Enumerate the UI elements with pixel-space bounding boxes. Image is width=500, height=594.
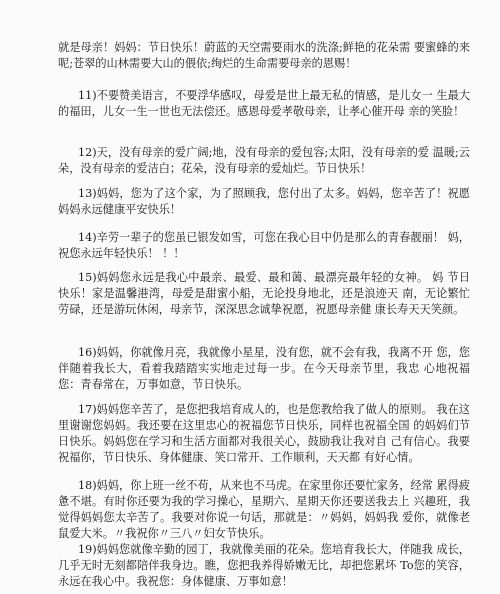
paragraph-text: 就是母亲！妈妈：节日快乐！蔚蓝的天空需要雨水的洗涤;鲜艳的花朵需 要蜜蜂的来呢;苍翠的山林需要大山的偎依;绚烂的生命需要母亲的恩赐！ xyxy=(58,41,470,70)
paragraph-text: 13)妈妈，您为了这个家，为了照顾我，您付出了太多。妈妈，您辛苦了！祝愿妈妈永远健康平安快乐！ xyxy=(58,187,470,216)
paragraph-text: 16)妈妈，你就像月亮，我就像小星星，没有您，就不会有我，我离不开 您，您伴随着我长大，看着我踏踏实实地走过每一步。在今天母亲节里，我忠 心地祝福您：青春常在，万事如意，节日快乐。 xyxy=(58,346,470,391)
paragraph-text: 11)不要赞美语言，不要浮华感叹，母爱是世上最无私的情感，是儿女一 生最大的福田，儿女一生一世也无法偿还。感恩母爱孝敬母亲，让孝心催开母 亲的笑脸！ xyxy=(58,89,470,118)
paragraph-11 xyxy=(58,88,470,120)
paragraph-continued xyxy=(58,40,470,72)
paragraph-13 xyxy=(58,186,470,218)
paragraph-text: 15)妈妈您永远是我心中最亲、最爱、最和蔼、最漂亮最年轻的女神。 妈 节日快乐！家是温馨港湾，母爱是甜蜜小船，无论投身地北，还是浪迹天 南，无论繁忙劳碌，还是游玩休闲，母亲节，深深思念诚挚祝愿，祝愿母亲健 康长寿天天笑颜。 xyxy=(58,271,470,316)
paragraph-17 xyxy=(58,402,470,466)
paragraph-15 xyxy=(58,270,470,318)
paragraph-text: 18)妈妈，你上班一丝不苟，从来也不马虎。在家里你还要忙家务，经常 累得疲惫不堪。有时你还要为我的学习操心，星期六、星期天你还要送我去上 兴趣班，我觉得妈妈您太辛苦了。我要对你说一句话，那就是：〃妈妈，妈妈我 爱你，就像老鼠爱大米。〃我祝你〃三八〃妇女节快乐。 xyxy=(58,479,470,540)
paragraph-12 xyxy=(58,145,470,177)
paragraph-19 xyxy=(58,542,470,590)
paragraph-text: 17)妈妈您辛苦了，是您把我培育成人的，也是您教给我了做人的原则。 我在这里谢谢您妈妈。我还要在这里忠心的祝福您节日快乐，同样也祝福全国 的妈妈们节日快乐。妈妈您在学习和生活方面都对我很关心，鼓励我让我对自 己有信心。我要祝福你，节日快乐、身体健康、笑口常开、工作顺利，天天都 有好心情。 xyxy=(58,403,470,464)
paragraph-text: 19)妈妈您就像辛勤的园丁，我就像美丽的花朵。您培育我长大，伴随我 成长，几乎无时无刻都陪伴我身边。瞧，您把我养得娇嫩无比，却把您累坏 To您的笑容，永远在我心中。我祝您：身体健康、万事如意！ xyxy=(58,543,470,588)
paragraph-18 xyxy=(58,478,470,542)
paragraph-text: 12)天，没有母亲的爱广阔;地，没有母亲的爱包容;太阳，没有母亲的爱 温暖;云朵，没有母亲的爱洁白；花朵，没有母亲的爱灿烂。节日快乐！ xyxy=(58,146,470,175)
paragraph-14 xyxy=(58,230,470,262)
paragraph-16 xyxy=(58,345,470,393)
paragraph-text: 14)辛劳一辈子的您虽已银发如雪，可您在我心目中仍是那么的青春靓丽！ 妈，祝您永远年轻快乐！ ！！ xyxy=(58,231,470,260)
